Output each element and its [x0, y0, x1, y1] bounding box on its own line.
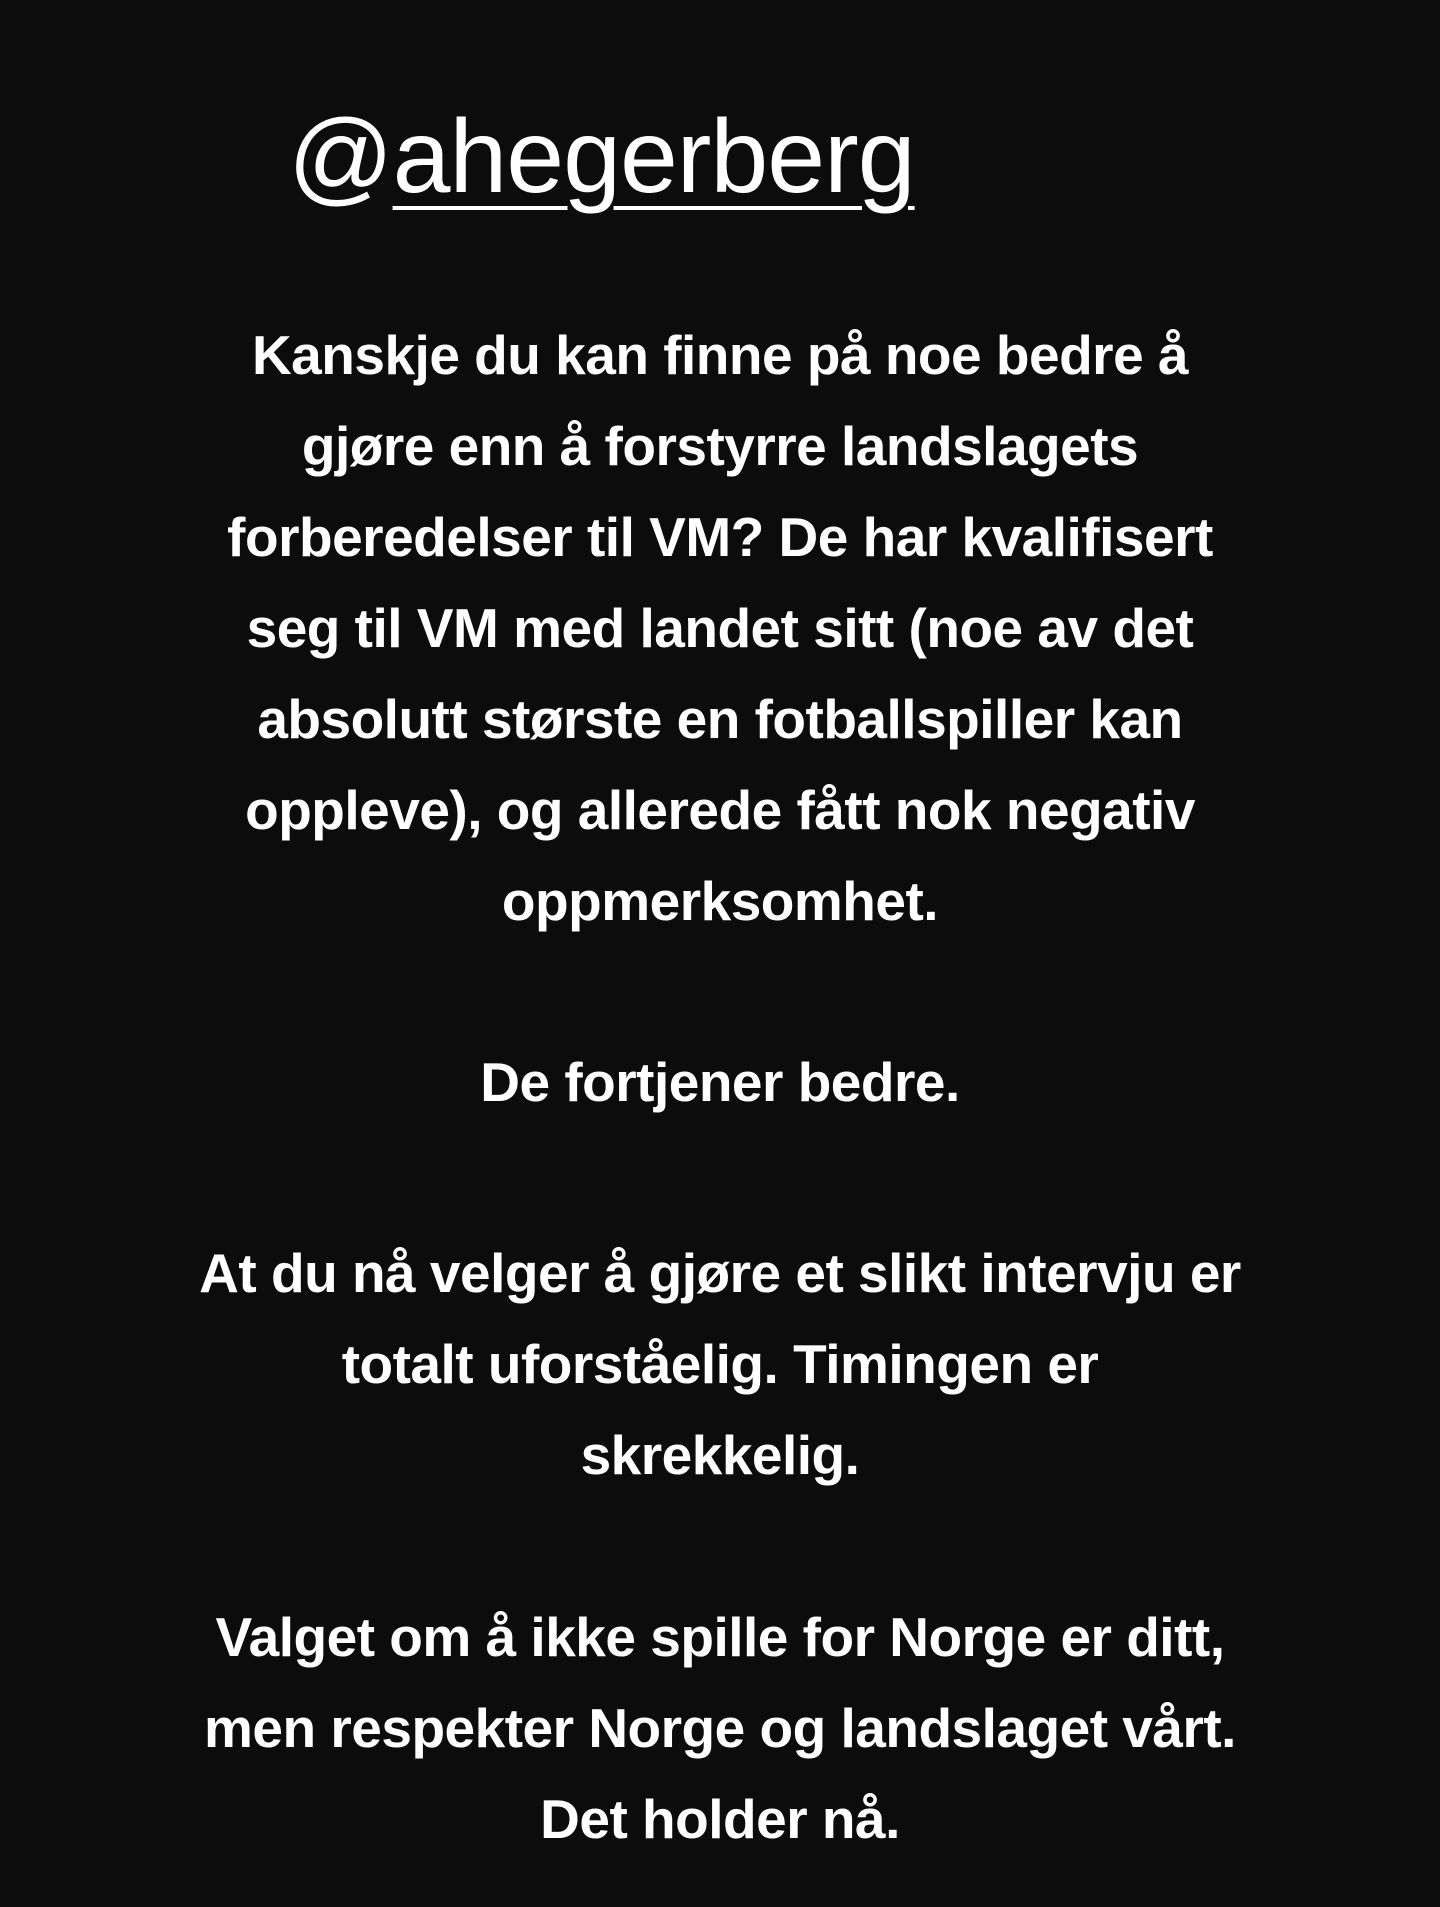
text-line: Valget om å ikke spille for Norge er ditt,	[215, 1606, 1225, 1668]
story-paragraph-3	[40, 1228, 1400, 1501]
mention-handle[interactable]: ahegerberg	[392, 99, 915, 215]
story-paragraph-1	[40, 310, 1400, 947]
text-line: At du nå velger å gjøre et slikt intervju er	[199, 1242, 1241, 1304]
text-line: skrekkelig.	[580, 1424, 860, 1486]
text-line: Kanskje du kan finne på noe bedre å	[251, 324, 1189, 386]
text-line: totalt uforståelig. Timingen er	[341, 1333, 1099, 1395]
story-paragraph-4	[40, 1592, 1400, 1865]
text-line: gjøre enn å forstyrre landslagets	[301, 415, 1139, 477]
text-line: forberedelser til VM? De har kvalifisert	[227, 506, 1213, 568]
text-line: men respekter Norge og landslaget vårt.	[204, 1697, 1236, 1759]
text-line: Det holder nå.	[540, 1788, 900, 1850]
mention-at-sign: @	[288, 99, 393, 215]
text-line: De fortjener bedre.	[480, 1051, 960, 1113]
text-line: seg til VM med landet sitt (noe av det	[246, 597, 1194, 659]
text-line: absolutt største en fotballspiller kan	[257, 688, 1183, 750]
text-line: oppmerksomhet.	[501, 870, 939, 932]
story-paragraph-2	[40, 1037, 1400, 1128]
text-line: oppleve), og allerede fått nok negativ	[245, 779, 1195, 841]
mention-tag[interactable]	[288, 100, 915, 214]
